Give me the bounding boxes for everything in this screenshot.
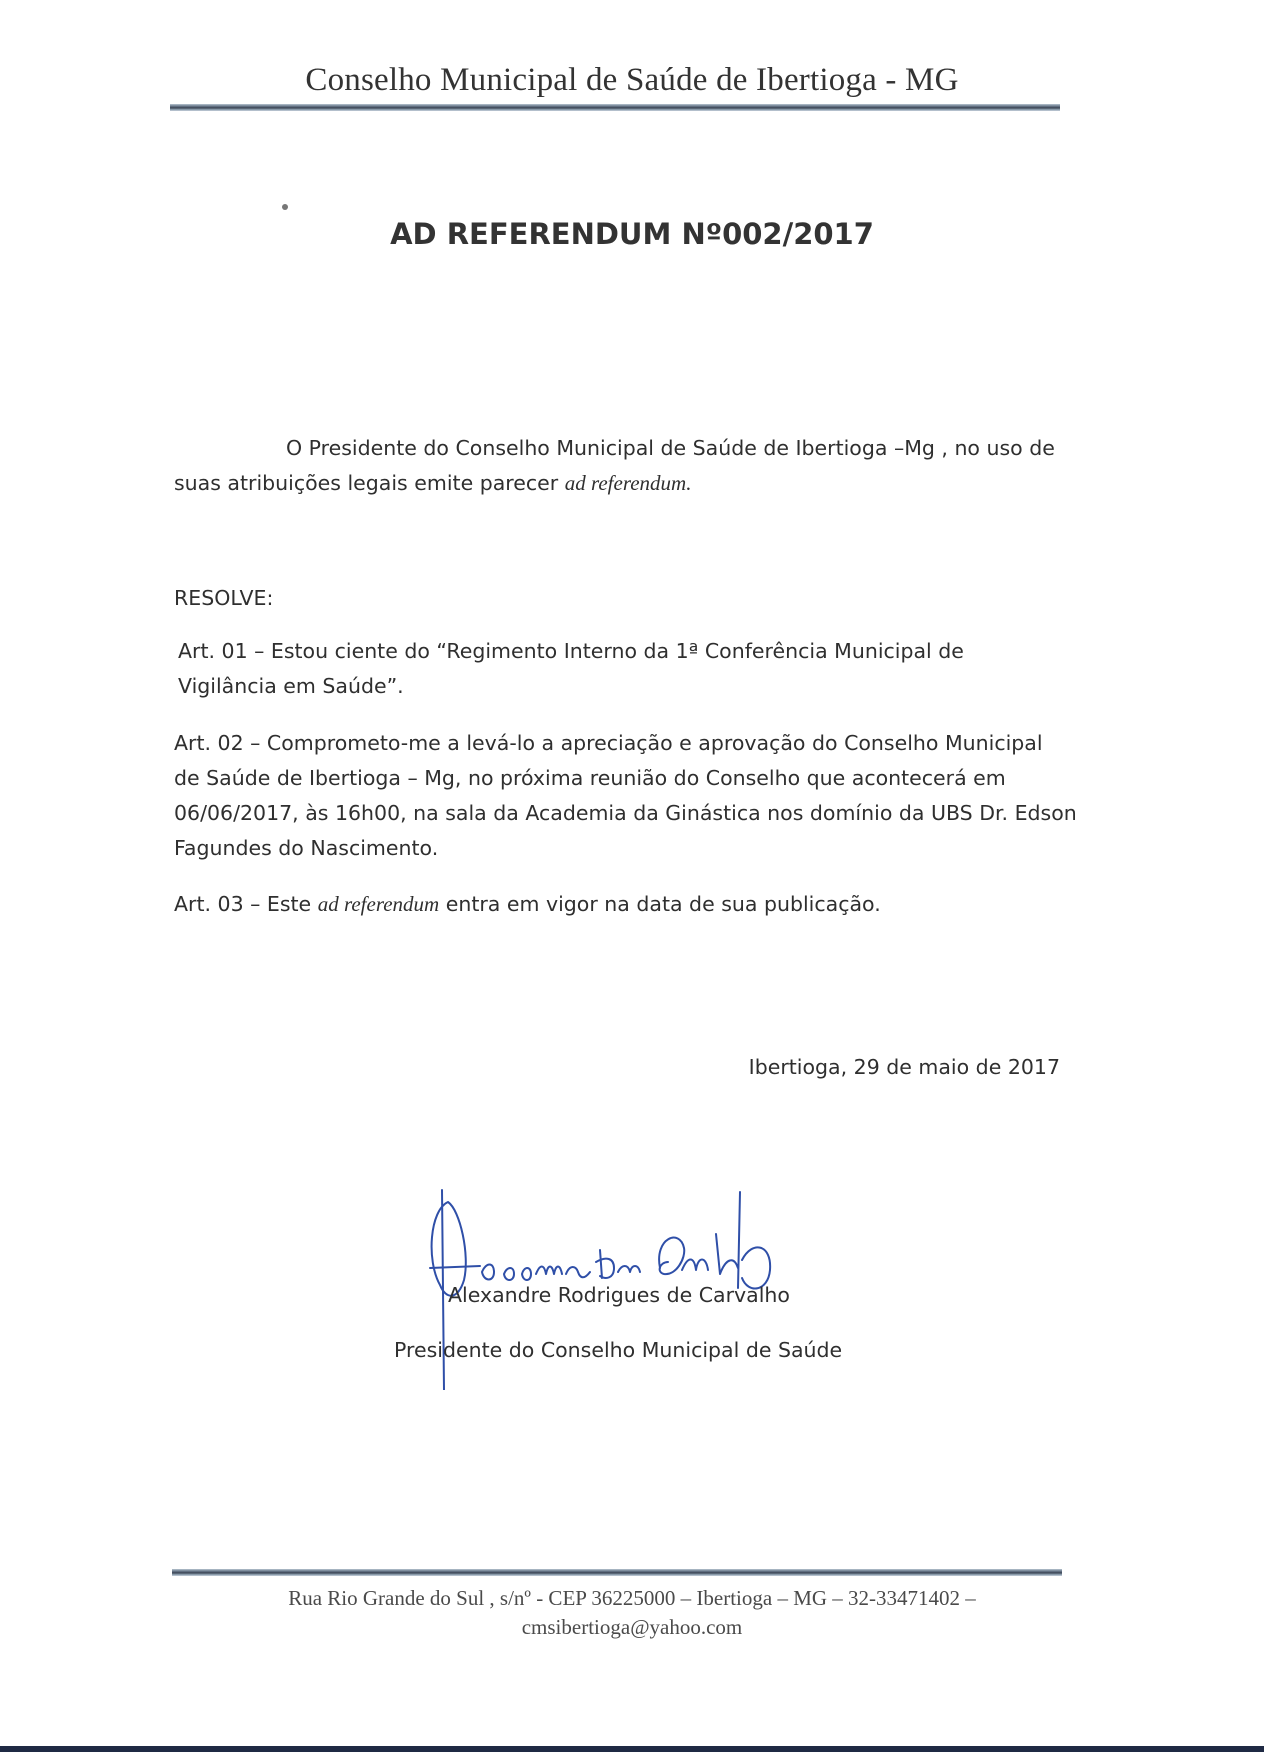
article-03-suffix: entra em vigor na data de sua publicação.: [439, 892, 881, 916]
article-03-italic: ad referendum: [317, 892, 440, 916]
article-02-line-4: Fagundes do Nascimento.: [174, 836, 439, 860]
article-03: [174, 887, 1054, 922]
document-title: AD REFERENDUM Nº002/2017: [390, 217, 874, 251]
footer-rule: [172, 1569, 1062, 1576]
article-01-line-1: Art. 01 – Estou ciente do “Regimento Interno da 1ª Conferência Municipal de: [178, 639, 964, 663]
scan-speck: [282, 204, 288, 210]
article-01-line-2: Vigilância em Saúde”.: [178, 674, 404, 698]
date-line: Ibertioga, 29 de maio de 2017: [748, 1055, 1060, 1079]
article-03-prefix: Art. 03 – Este: [174, 892, 318, 916]
article-02-line-1: Art. 02 – Comprometo-me a levá-lo a apreciação e aprovação do Conselho Municipal: [174, 731, 1043, 755]
resolve-label: RESOLVE:: [174, 586, 274, 610]
intro-line-2: suas atribuições legais emite parecer: [174, 471, 565, 495]
intro-paragraph: [174, 431, 1054, 501]
signatory-role: Presidente do Conselho Municipal de Saúde: [394, 1338, 843, 1362]
letterhead-title: Conselho Municipal de Saúde de Ibertioga - MG: [305, 62, 959, 98]
article-02-line-3: 06/06/2017, às 16h00, na sala da Academia da Ginástica nos domínio da UBS Dr. Edson: [174, 801, 1077, 825]
article-01: [178, 634, 1058, 704]
letterhead-rule: [170, 104, 1060, 111]
article-02-line-2: de Saúde de Ibertioga – Mg, no próxima reunião do Conselho que acontecerá em: [174, 766, 1006, 790]
footer-email: cmsibertioga@yahoo.com: [521, 1615, 743, 1639]
signatory-name: Alexandre Rodrigues de Carvalho: [448, 1283, 790, 1307]
footer-address: [0, 1584, 1264, 1642]
intro-italic: ad referendum.: [564, 471, 692, 495]
intro-line-1: O Presidente do Conselho Municipal de Saúde de Ibertioga –Mg , no uso de: [286, 436, 1055, 460]
footer-line-1: Rua Rio Grande do Sul , s/nº - CEP 36225000 – Ibertioga – MG – 32-33471402 –: [288, 1586, 976, 1610]
scan-bottom-edge: [0, 1746, 1264, 1752]
article-02: [174, 726, 1077, 866]
